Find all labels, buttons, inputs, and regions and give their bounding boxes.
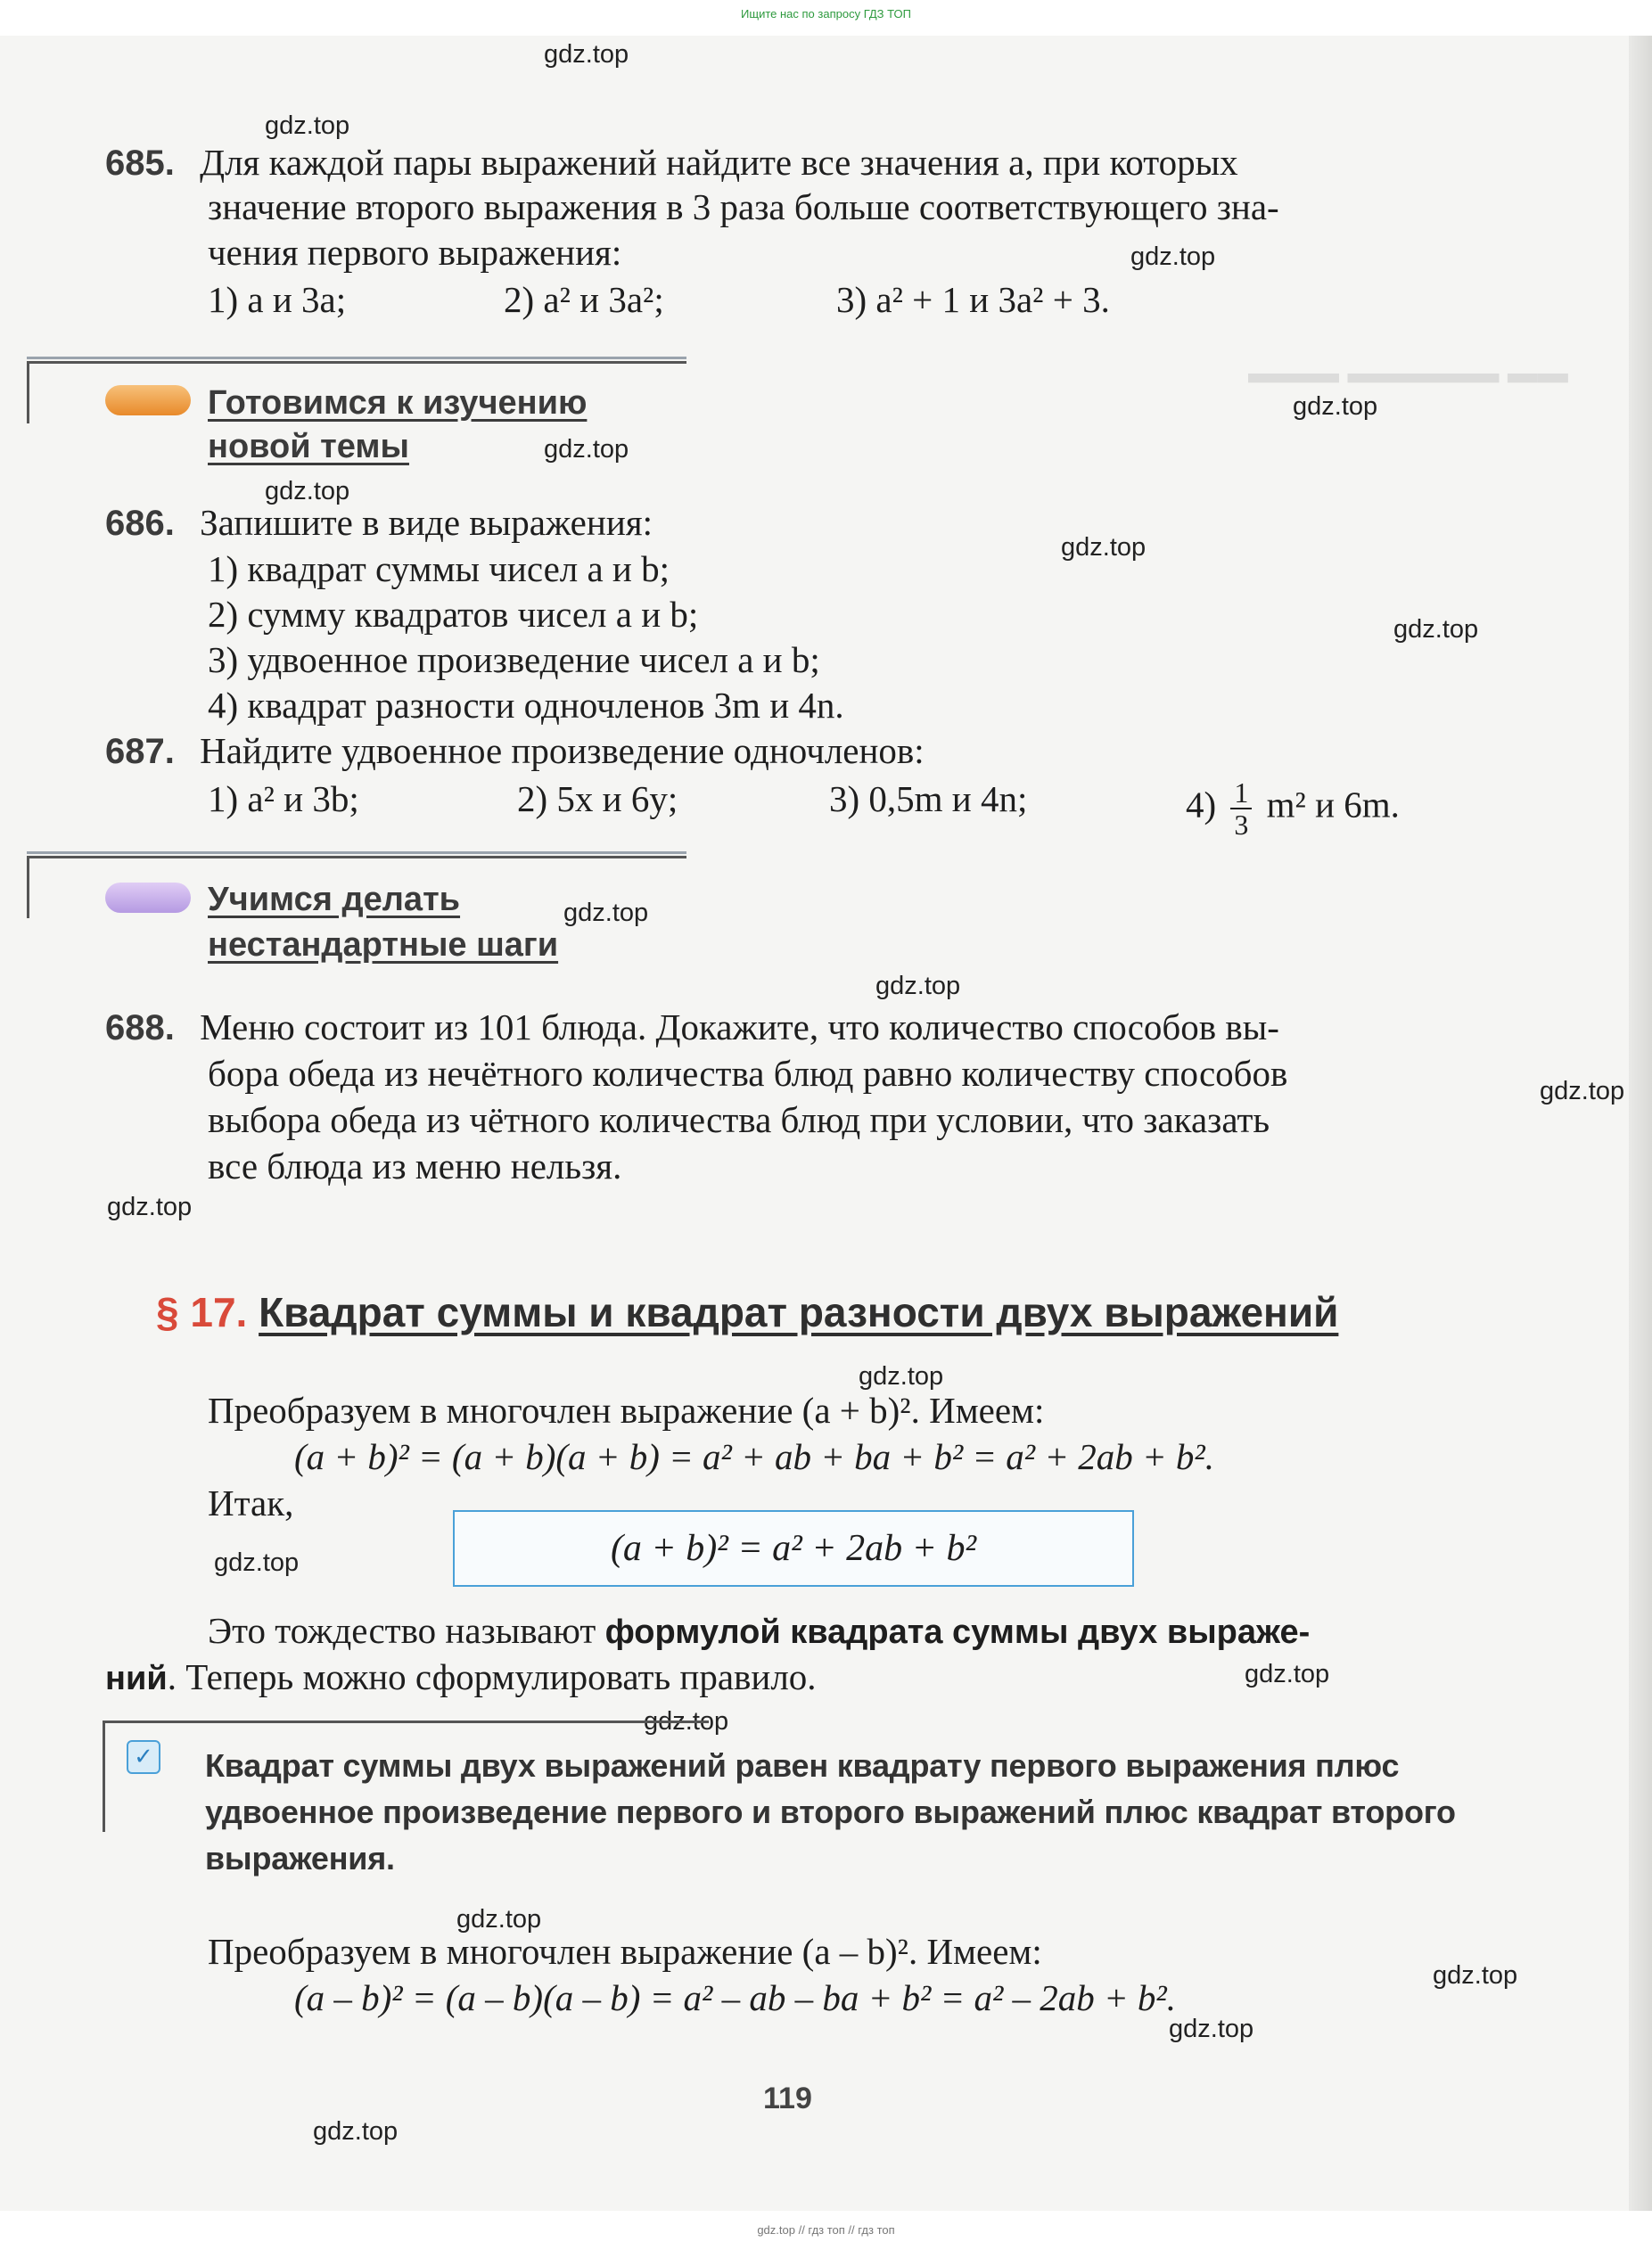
- problem-number: 685.: [105, 144, 175, 183]
- watermark: gdz.top: [1169, 2015, 1254, 2043]
- problem-685-option2: 2) a² и 3a²;: [504, 279, 664, 320]
- watermark: gdz.top: [1433, 1961, 1518, 1990]
- rule-divider: [103, 1721, 709, 1723]
- body-text: Преобразуем в многочлен выражение (a – b)². Имеем:: [208, 1931, 1042, 1972]
- section-heading: Учимся делать: [208, 881, 461, 918]
- problem-687-option4: [1186, 777, 1400, 840]
- problem-686-item: 4) квадрат разности одночленов 3m и 4n.: [208, 685, 844, 726]
- watermark: gdz.top: [859, 1362, 944, 1391]
- watermark: gdz.top: [875, 972, 961, 1000]
- watermark: gdz.top: [544, 40, 629, 69]
- watermark: gdz.top: [1245, 1660, 1330, 1688]
- body-text: Преобразуем в многочлен выражение (a + b)². Имеем:: [208, 1390, 1045, 1431]
- section-heading: нестандартные шаги: [208, 926, 559, 964]
- formula: (a + b)² = (a + b)(a + b) = a² + ab + ba + b² = a² + 2ab + b².: [294, 1436, 1214, 1477]
- watermark: gdz.top: [1061, 533, 1147, 562]
- fraction: [1230, 777, 1252, 840]
- paragraph-heading: [156, 1288, 1338, 1336]
- problem-687-line: [105, 729, 925, 773]
- watermark: gdz.top: [563, 899, 649, 927]
- rule-divider: [103, 1721, 105, 1832]
- watermark: gdz.top: [265, 477, 350, 505]
- watermark: gdz.top: [214, 1548, 300, 1577]
- paragraph-number: § 17.: [156, 1289, 248, 1335]
- problem-686-item: 1) квадрат суммы чисел a и b;: [208, 548, 670, 589]
- body-text: [208, 1609, 1310, 1654]
- boxed-formula-text: (a + b)² = a² + 2ab + b²: [610, 1528, 977, 1569]
- watermark: gdz.top: [265, 111, 350, 140]
- problem-685-line2: значение второго выражения в 3 раза больше соответствующего зна-: [208, 186, 1279, 227]
- body-text-span: Это тождество называют: [208, 1610, 605, 1651]
- watermark: gdz.top: [1293, 392, 1378, 421]
- section-divider: [27, 856, 686, 858]
- section-divider: [27, 361, 686, 364]
- option-rest: m² и 6m.: [1266, 784, 1400, 825]
- problem-686-line: [105, 501, 653, 545]
- term-bold: ний: [105, 1660, 168, 1697]
- watermark: gdz.top: [456, 1905, 542, 1934]
- rule-text: Квадрат суммы двух выражений равен квадрату первого выражения плюс удвоенное произведение первого и второго выражений плюс квадрат второго выражения.: [205, 1747, 1456, 1877]
- problem-text: Найдите удвоенное произведение одночленов:: [200, 730, 925, 771]
- watermark: gdz.top: [1393, 615, 1479, 644]
- section-divider: [27, 856, 29, 918]
- purple-pill-icon: [105, 883, 191, 913]
- section-heading: Готовимся к изучению: [208, 384, 588, 422]
- check-icon: ✓: [127, 1740, 160, 1774]
- page-number: 119: [763, 2082, 812, 2115]
- problem-685-line3: чения первого выражения:: [208, 232, 622, 273]
- section-divider: [27, 357, 686, 359]
- problem-688-line: [105, 1006, 1279, 1049]
- orange-pill-icon: [105, 385, 191, 415]
- section-divider: [27, 361, 29, 423]
- watermark: gdz.top: [1130, 242, 1216, 271]
- problem-number: 686.: [105, 504, 175, 543]
- section-divider: [27, 851, 686, 854]
- page-edge: [1629, 36, 1652, 2211]
- fraction-denominator: 3: [1234, 809, 1249, 841]
- problem-text: Для каждой пары выражений найдите все значения a, при которых: [200, 142, 1238, 183]
- problem-685-line1: [105, 141, 1238, 185]
- problem-688-line: бора обеда из нечётного количества блюд равно количеству способов: [208, 1053, 1288, 1094]
- fraction-numerator: 1: [1230, 777, 1252, 809]
- body-text: Итак,: [208, 1482, 294, 1523]
- paragraph-title: Квадрат суммы и квадрат разности двух выражений: [259, 1289, 1339, 1335]
- problem-number: 688.: [105, 1008, 175, 1047]
- watermark: gdz.top: [313, 2117, 399, 2146]
- option-prefix: 4): [1186, 784, 1217, 825]
- bleed-through: ▬▬▬ ▬▬▬▬▬ ▬▬: [1248, 366, 1568, 400]
- body-text: [105, 1655, 817, 1700]
- problem-text: Меню состоит из 101 блюда. Докажите, что количество способов вы-: [200, 1006, 1279, 1047]
- problem-686-item: 2) сумму квадратов чисел a и b;: [208, 594, 699, 635]
- section-heading: новой темы: [208, 428, 409, 465]
- problem-685-option3: 3) a² + 1 и 3a² + 3.: [836, 279, 1110, 320]
- bottom-banner: gdz.top // гдз топ // гдз топ: [757, 2223, 895, 2237]
- formula: (a – b)² = (a – b)(a – b) = a² – ab – ba + b² = a² – 2ab + b².: [294, 1977, 1176, 2018]
- problem-688-line: все блюда из меню нельзя.: [208, 1146, 622, 1187]
- watermark: gdz.top: [544, 435, 629, 464]
- problem-text: Запишите в виде выражения:: [200, 502, 653, 543]
- problem-686-item: 3) удвоенное произведение чисел a и b;: [208, 639, 820, 680]
- problem-688-line: выбора обеда из чётного количества блюд при условии, что заказать: [208, 1099, 1270, 1140]
- body-text-span: . Теперь можно сформулировать правило.: [167, 1656, 817, 1697]
- watermark: gdz.top: [107, 1193, 193, 1221]
- boxed-formula: [453, 1510, 1134, 1587]
- problem-687-option1: 1) a² и 3b;: [208, 778, 359, 819]
- watermark: gdz.top: [644, 1707, 729, 1736]
- term-bold: формулой квадрата суммы двух выраже-: [604, 1614, 1311, 1651]
- problem-687-option3: 3) 0,5m и 4n;: [829, 778, 1028, 819]
- problem-687-option2: 2) 5x и 6y;: [517, 778, 678, 819]
- watermark: gdz.top: [1540, 1077, 1625, 1105]
- problem-685-option1: 1) a и 3a;: [208, 279, 347, 320]
- top-banner: Ищите нас по запросу ГДЗ ТОП: [741, 7, 911, 21]
- problem-number: 687.: [105, 732, 175, 771]
